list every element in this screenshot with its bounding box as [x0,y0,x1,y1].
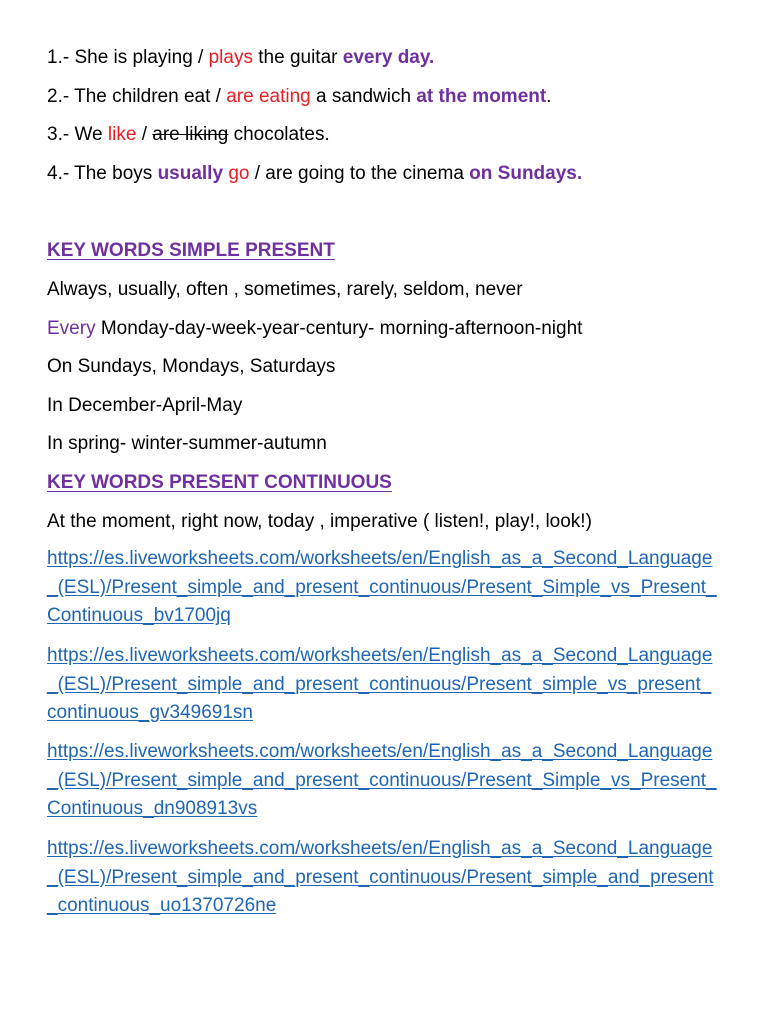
every-word: Every [47,318,96,339]
sentence-number: 1.- [47,47,70,68]
simple-present-line-2 [47,317,582,341]
sentence-number: 4.- [47,163,70,184]
struck-option: are liking [152,124,229,145]
present-continuous-line-1: At the moment, right now, today , imperative ( listen!, play!, look!) [47,511,592,532]
highlighted-verb: are eating [226,86,311,107]
highlighted-verb: like [107,124,137,145]
key-word: every day. [342,47,435,68]
worksheet-link-1[interactable]: https://es.liveworksheets.com/worksheets/en/English_as_a_Second_Language_(ESL)/Present_simple_and_present_continuous/Present_Simple_vs_Present_Continuous_bv1700jq [47,548,717,626]
highlighted-verb: go [228,163,250,184]
sentence-3 [47,123,330,147]
sentence-punctuation: . [546,86,552,107]
sentence-4 [47,162,582,186]
sentence-text: chocolates. [233,124,330,145]
sentence-text: We [74,124,103,145]
key-word: on Sundays. [469,163,583,184]
sentence-text: a sandwich [316,86,412,107]
sentence-1 [47,46,434,70]
simple-present-line-4: In December-April-May [47,395,243,416]
simple-present-line-5: In spring- winter-summer-autumn [47,433,327,454]
key-word: usually [157,163,224,184]
simple-present-line-1: Always, usually, often , sometimes, rarely, seldom, never [47,279,523,300]
worksheet-link-2[interactable]: https://es.liveworksheets.com/worksheets/en/English_as_a_Second_Language_(ESL)/Present_simple_and_present_continuous/Present_simple_vs_present_continuous_gv349691sn [47,645,713,723]
present-continuous-heading: KEY WORDS PRESENT CONTINUOUS [47,472,392,493]
sentence-number: 3.- [47,124,70,145]
key-word: at the moment [416,86,547,107]
highlighted-verb: plays [208,47,253,68]
sentence-number: 2.- [47,86,70,107]
every-list: Monday-day-week-year-century- morning-afternoon-night [100,318,583,339]
sentence-2 [47,85,552,109]
simple-present-heading: KEY WORDS SIMPLE PRESENT [47,240,335,261]
worksheet-link-4[interactable]: https://es.liveworksheets.com/worksheets/en/English_as_a_Second_Language_(ESL)/Present_simple_and_present_continuous/Present_simple_and_present_continuous_uo1370726ne [47,838,714,916]
worksheet-link-3[interactable]: https://es.liveworksheets.com/worksheets/en/English_as_a_Second_Language_(ESL)/Present_simple_and_present_continuous/Present_Simple_vs_Present_Continuous_dn908913vs [47,741,717,819]
sentence-text: the guitar [258,47,338,68]
sentence-text: / are going to the cinema [254,163,464,184]
sentence-text: The children eat / [74,86,221,107]
sentence-text: She is playing / [74,47,204,68]
sentence-text: / [141,124,147,145]
simple-present-line-3: On Sundays, Mondays, Saturdays [47,356,336,377]
sentence-text: The boys [74,163,153,184]
